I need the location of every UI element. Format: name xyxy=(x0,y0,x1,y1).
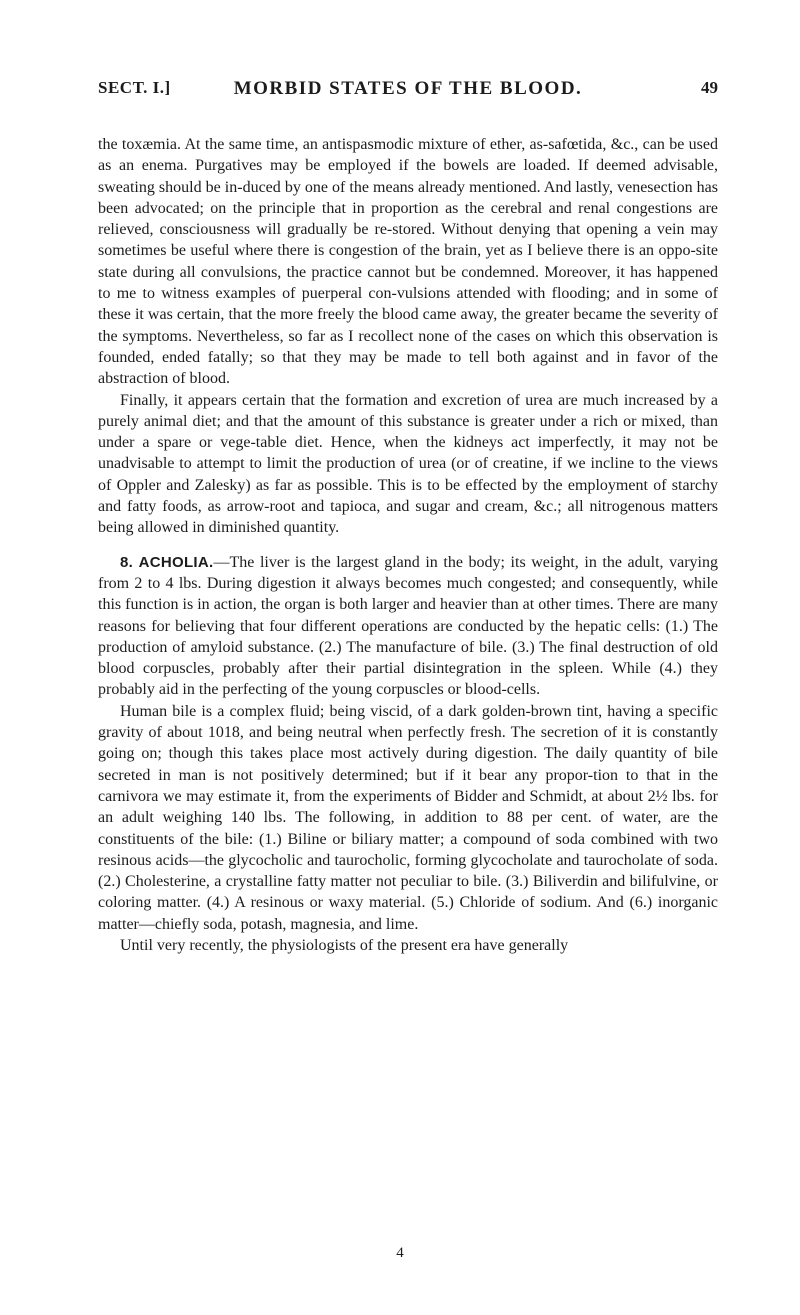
body-text xyxy=(98,134,718,956)
chapter-title: MORBID STATES OF THE BLOOD. xyxy=(233,78,583,99)
signature-mark: 4 xyxy=(396,1245,404,1261)
paragraph-urea-diet: Finally, it appears certain that the formation and excretion of urea are much increased by a purely animal diet; and that the amount of this substance is greater under a rich or mixed, than under a spare or vege-table diet. Hence, when the kidneys act imperfectly, it may not be unadvisable to attempt to limit the production of urea (or of creatine, if we incline to the views of Oppler and Zalesky) as far as possible. This is to be effected by the employment of starchy and fatty foods, as arrow-root and tapioca, and sugar and cream, &c.; all nitrogenous matters being allowed in diminished quantity. xyxy=(98,391,718,537)
acholia-liver-text: —The liver is the largest gland in the body; its weight, in the adult, varying from 2 to 4 lbs. During digestion it always becomes much congested; and consequently, while this function is in action, the organ is both larger and heavier than at other times. There are many reasons for believing that four different operations are conducted by the hepatic cells: (1.) The production of amyloid substance. (2.) The manufacture of bile. (3.) The final destruction of old blood corpuscles, probably after their partial disintegration in the spleen. While (4.) they probably aid in the perfecting of the young corpuscles or blood-cells. xyxy=(98,553,719,699)
paragraph-human-bile: Human bile is a complex fluid; being viscid, of a dark golden-brown tint, having a specific gravity of about 1018, and being neutral when perfectly fresh. The secretion of it is constantly going on; though this takes place most actively during digestion. The daily quantity of bile secreted in man is not positively determined; but if it bear any propor-tion to that in the carnivora we may estimate it, from the experiments of Bidder and Schmidt, at about 2½ lbs. for an adult weighing 140 lbs. The following, in addition to 88 per cent. of water, are the constituents of the bile: (1.) Biline or biliary matter; a compound of soda combined with two resinous acids—the glycocholic and taurocholic, forming glycocholate and taurocholate of soda. (2.) Cholesterine, a crystalline fatty matter not peculiar to bile. (3.) Biliverdin and bilifulvine, or coloring matter. (4.) A resinous or waxy material. (5.) Chloride of sodium. And (6.) inorganic matter—chiefly soda, potash, magnesia, and lime. xyxy=(98,702,718,933)
section-heading-acholia: 8. ACHOLIA. xyxy=(120,553,214,571)
section-reference: SECT. I.] xyxy=(98,78,171,97)
running-head xyxy=(98,78,718,108)
paragraph-physiologists: Until very recently, the physiologists of the present era have generally xyxy=(120,936,569,954)
paragraph-continued: the toxæmia. At the same time, an antispasmodic mixture of ether, as-safœtida, &c., can be used as an enema. Purgatives may be employed if the bowels are loaded. If deemed advisable, sweating should be in-duced by one of the means already mentioned. And lastly, venesection has been advocated; on the principle that in proportion as the cerebral and renal congestions are relieved, consciousness will gradually be re-stored. Without denying that opening a vein may sometimes be useful where there is congestion of the brain, yet as I believe there is an oppo-site state during all convulsions, the practice cannot but be condemned. Moreover, it has happened to me to witness examples of puerperal con-vulsions attended with flooding; and in some of these it was certain, that the more freely the blood came away, the greater became the severity of the symptoms. Nevertheless, so far as I recollect none of the cases on which this observation is founded, ended fatally; so that they may be made to tell both against and in favor of the abstraction of blood. xyxy=(98,136,718,388)
page-number: 49 xyxy=(701,78,718,97)
book-page xyxy=(98,78,718,956)
section-acholia-intro xyxy=(98,552,718,701)
